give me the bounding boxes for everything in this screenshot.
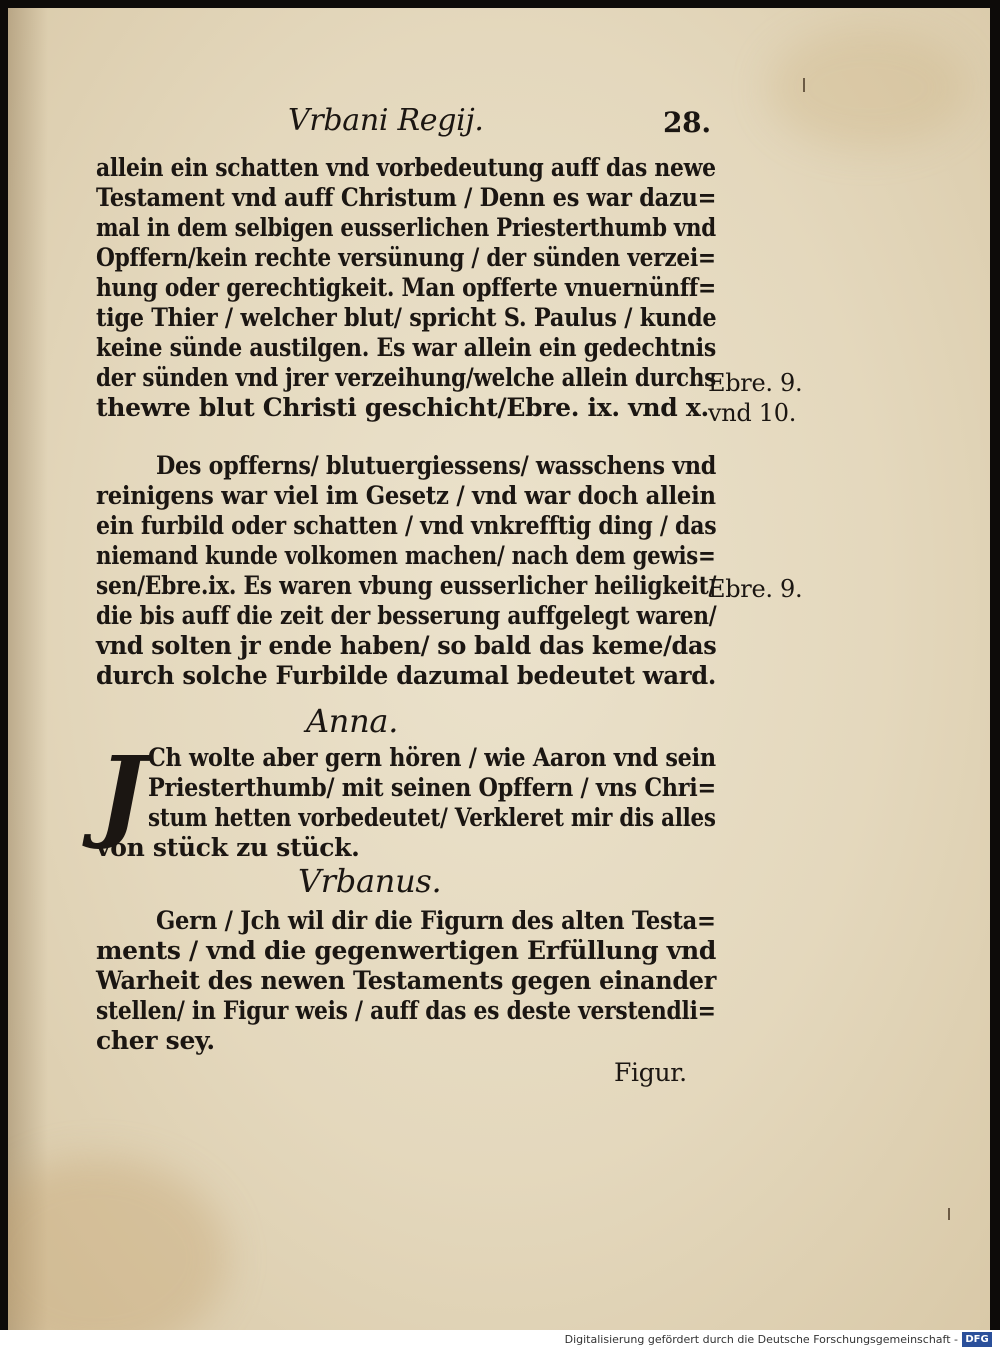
footer-bar: [0, 1330, 1000, 1351]
text-line: durch solche Furbilde dazumal bedeutet ward.: [96, 661, 717, 690]
text-line: stum hetten vorbedeutet/ Verkleret mir dis alles: [148, 803, 716, 832]
gutter-shadow: [8, 8, 48, 1330]
text-line: tige Thier / welcher blut/ spricht S. Paulus / kunde: [96, 303, 717, 332]
text-line: niemand kunde volkomen machen/ nach dem gewis=: [96, 541, 716, 570]
text-line: ein furbild oder schatten / vnd vnkrefftig ding / das: [96, 511, 717, 540]
drop-capital: J: [98, 734, 146, 852]
margin-note: Ebre. 9.: [708, 575, 803, 603]
text-line: die bis auff die zeit der besserung auffgelegt waren/: [96, 601, 717, 630]
text-line: Testament vnd auff Christum / Denn es war dazu=: [96, 183, 717, 212]
margin-note: vnd 10.: [708, 399, 797, 427]
text-line: Opffern/kein rechte versünung / der sünden verzei=: [96, 243, 716, 272]
dfg-logo: DFG: [962, 1332, 992, 1347]
text-line: Gern / Jch wil dir die Figurn des alten Testa=: [156, 906, 716, 935]
running-head: Vrbani Regij.: [288, 103, 484, 138]
speaker-heading: Vrbanus.: [298, 862, 442, 900]
text-line: thewre blut Christi geschicht/Ebre. ix. vnd x.: [96, 393, 709, 422]
text-line: der sünden vnd jrer verzeihung/welche allein durchs: [96, 363, 716, 392]
page-number: 28.: [663, 106, 711, 139]
text-line: von stück zu stück.: [96, 833, 360, 862]
text-line: stellen/ in Figur weis / auff das es deste verstendli=: [96, 996, 716, 1025]
page-mark: [803, 78, 805, 92]
text-line: mal in dem selbigen eusserlichen Priesterthumb vnd: [96, 213, 716, 242]
text-line: vnd solten jr ende haben/ so bald das keme/das: [96, 631, 717, 660]
page-mark: [948, 1208, 950, 1220]
text-line: Ch wolte aber gern hören / wie Aaron vnd sein: [148, 743, 716, 772]
text-line: keine sünde austilgen. Es war allein ein gedechtnis: [96, 333, 716, 362]
text-line: sen/Ebre.ix. Es waren vbung eusserlicher heiligkeit/: [96, 571, 717, 600]
text-line: cher sey.: [96, 1026, 215, 1055]
stain-bottom-left: [8, 1158, 228, 1330]
scanned-page: [8, 8, 990, 1330]
text-line: ments / vnd die gegenwertigen Erfüllung vnd: [96, 936, 716, 965]
text-line: Priesterthumb/ mit seinen Opffern / vns Chri=: [148, 773, 716, 802]
stain-top-right: [768, 28, 968, 148]
text-line: Warheit des newen Testaments gegen einander: [96, 966, 717, 995]
text-line: Des opfferns/ blutuergiessens/ wasschens vnd: [156, 451, 717, 480]
margin-note: Ebre. 9.: [708, 369, 803, 397]
speaker-heading: Anna.: [306, 702, 399, 740]
text-line: reinigens war viel im Gesetz / vnd war doch allein: [96, 481, 716, 510]
text-line: hung oder gerechtigkeit. Man opfferte vnuernünff=: [96, 273, 716, 302]
catchword: Figur.: [614, 1058, 687, 1087]
funding-credit: Digitalisierung gefördert durch die Deutsche Forschungsgemeinschaft -: [564, 1333, 958, 1346]
text-line: allein ein schatten vnd vorbedeutung auff das newe: [96, 153, 716, 182]
